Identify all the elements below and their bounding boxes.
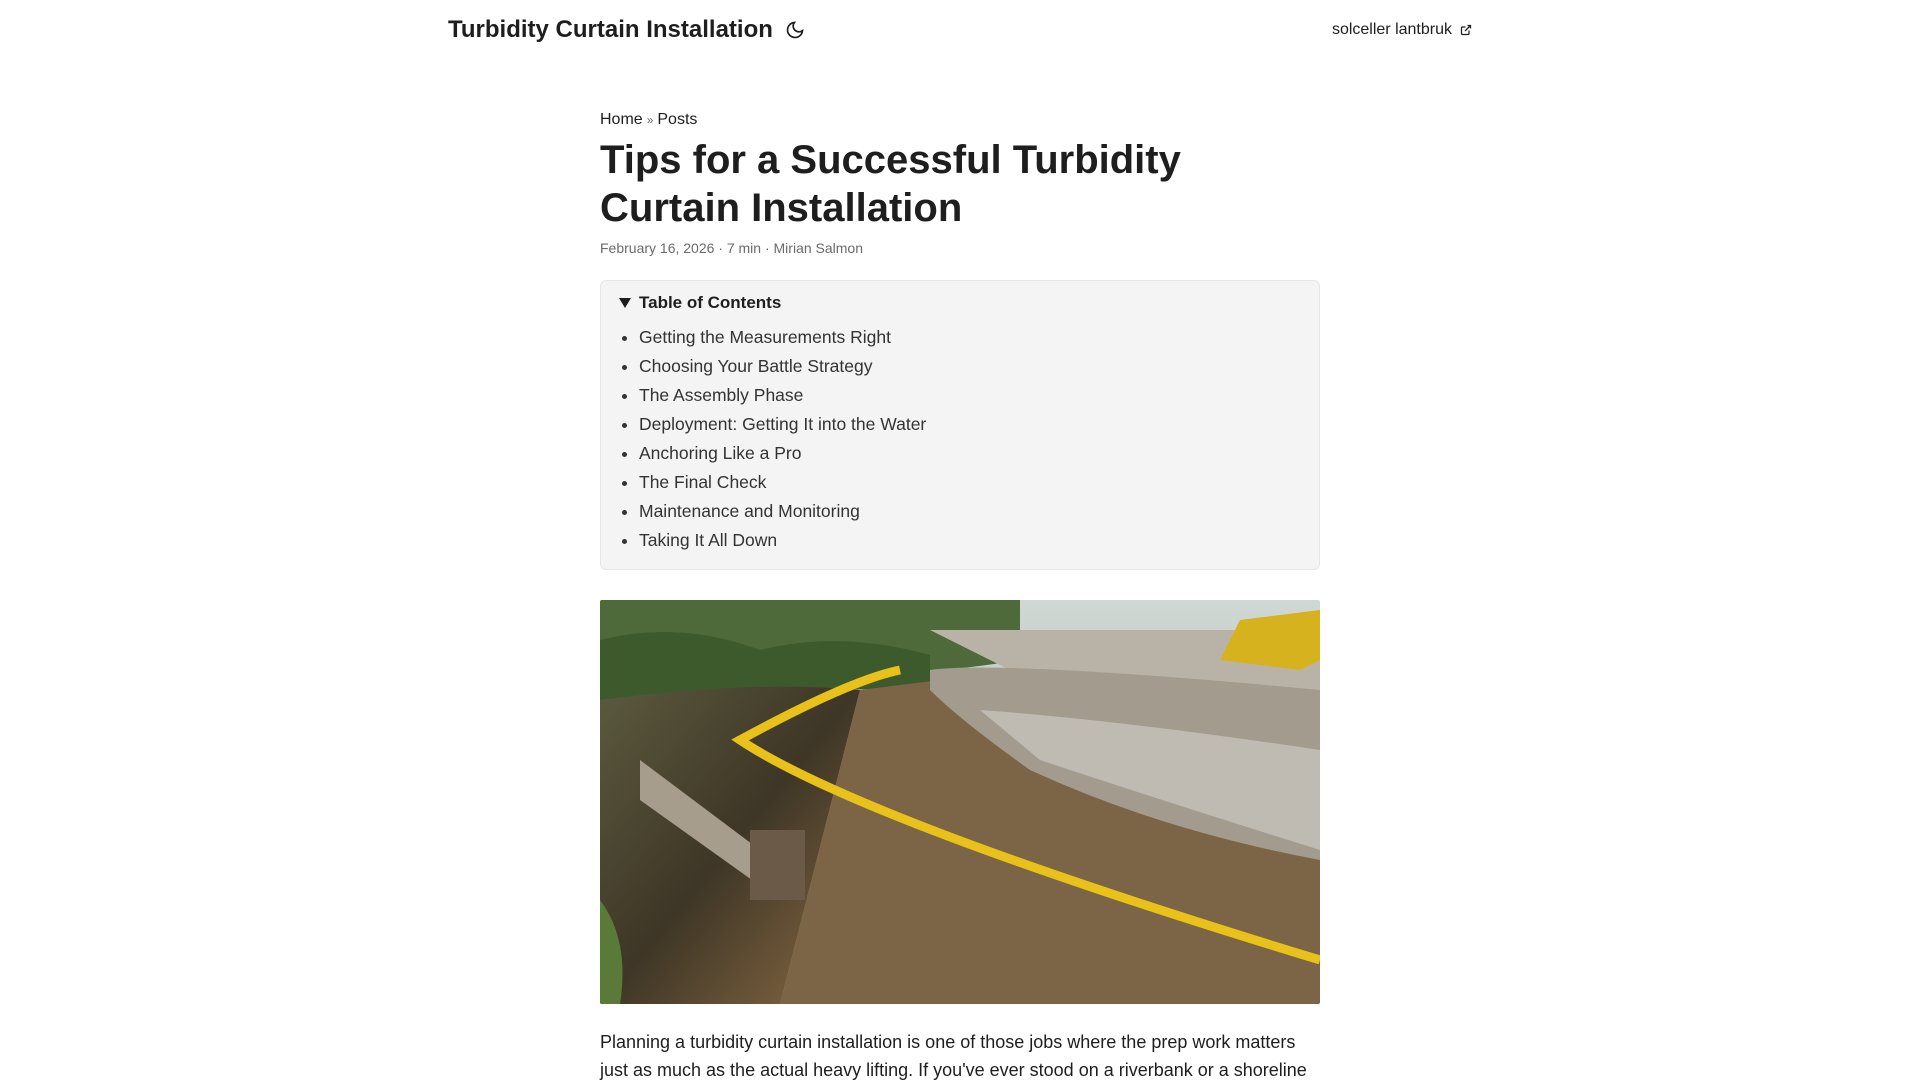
toc-item[interactable]: [639, 439, 1301, 468]
triangle-down-icon: [619, 298, 631, 308]
breadcrumb-posts[interactable]: Posts: [657, 111, 698, 128]
moon-icon[interactable]: [785, 20, 805, 40]
post-meta: February 16, 2026 · 7 min · Mirian Salmon: [600, 240, 863, 256]
toc-link[interactable]: Taking It All Down: [639, 530, 778, 550]
external-link-label: solceller lantbruk: [1331, 21, 1452, 38]
toc-link[interactable]: Maintenance and Monitoring: [639, 501, 860, 521]
post-content: [600, 108, 1320, 1084]
toc-item[interactable]: [639, 526, 1301, 555]
cover-image: [600, 600, 1320, 1004]
site-title-link[interactable]: [448, 16, 805, 44]
toc-title: Table of Contents: [639, 293, 782, 312]
external-link[interactable]: [1332, 21, 1472, 39]
toc-item[interactable]: [639, 468, 1301, 497]
toc-link[interactable]: Choosing Your Battle Strategy: [639, 356, 873, 376]
toc-link[interactable]: The Final Check: [639, 472, 767, 492]
page-title: Tips for a Successful Turbidity Curtain Installation: [600, 138, 1181, 230]
table-of-contents: [600, 280, 1320, 570]
site-title: Turbidity Curtain Installation: [448, 16, 773, 43]
toc-toggle[interactable]: [619, 291, 1301, 315]
toc-list: [619, 323, 1301, 555]
breadcrumb-home[interactable]: Home: [600, 111, 643, 128]
toc-item[interactable]: [639, 352, 1301, 381]
breadcrumb-separator: »: [646, 113, 654, 127]
intro-paragraph: Planning a turbidity curtain installation is one of those jobs where the prep work matters just as much as the actual heavy lifting. If you've ever stood on a riverbank or a shoreline: [600, 1032, 1307, 1080]
breadcrumb: [600, 108, 1320, 132]
toc-link[interactable]: Anchoring Like a Pro: [639, 443, 802, 463]
toc-link[interactable]: Getting the Measurements Right: [639, 327, 891, 347]
external-link-icon: [1460, 24, 1472, 36]
toc-item[interactable]: [639, 381, 1301, 410]
site-header: [448, 0, 1472, 60]
toc-item[interactable]: [639, 497, 1301, 526]
toc-link[interactable]: The Assembly Phase: [639, 385, 804, 405]
toc-link[interactable]: Deployment: Getting It into the Water: [639, 414, 927, 434]
toc-item[interactable]: [639, 410, 1301, 439]
toc-item[interactable]: [639, 323, 1301, 352]
